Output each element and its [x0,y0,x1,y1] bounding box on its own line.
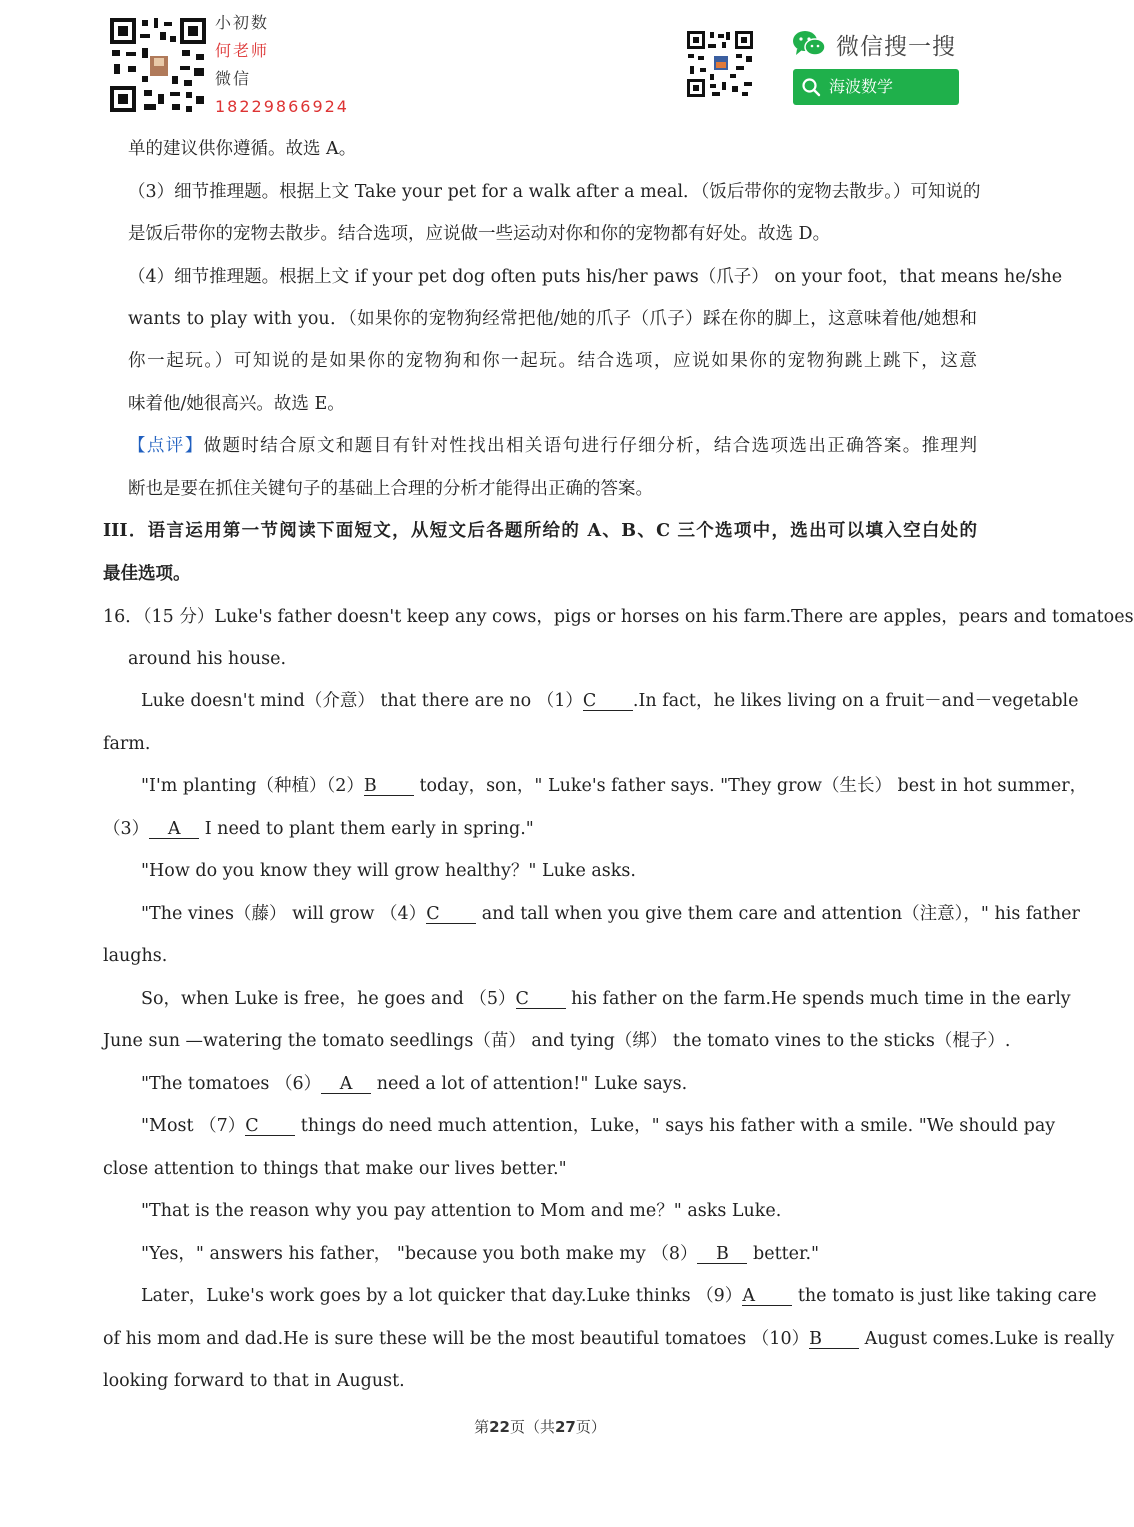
passage-text: .In fact，he likes living on a fruit－and－vegetable [632,691,1079,711]
comment-text: 做题时结合原文和题目有针对性找出相关语句进行仔细分析，结合选项选出正确答案。推理判 [203,436,977,456]
passage-text: and tall when you give them care and attention（注意），" his father [476,904,1080,924]
answer-blank-8: B [697,1245,747,1264]
passage-line [141,775,1088,797]
search-icon [801,77,821,97]
text-line: （4）细节推理题。根据上文 if your pet dog often puts his/her paws（爪子） on your foot，that means he/she [128,267,1063,287]
passage-line: looking forward to that in August. [103,1371,405,1391]
passage-line [141,903,1080,925]
page-header [0,0,1080,125]
answer-blank-1: C [583,692,633,711]
passage-text: "The tomatoes （6） [141,1074,322,1094]
passage-text: （3） [103,819,150,839]
passage-line [141,1285,1097,1307]
question-stem: around his house. [128,649,287,669]
section-heading: III．语言运用第一节阅读下面短文，从短文后各题所给的 A、B、C 三个选项中，选出可以填入空白处的 [103,521,977,541]
passage-text: of his mom and dad.He is sure these will be the most beautiful tomatoes （10） [103,1329,810,1349]
passage-text: "Yes，" answers his father， "because you both make my （8） [141,1244,698,1264]
qr-code-left [108,16,208,114]
passage-text: things do need much attention，Luke，" says his father with a smile. "We should pay [295,1116,1056,1136]
passage-line [141,690,1079,712]
passage-line [141,1243,819,1265]
question-stem: 16．（15 分）Luke's father doesn't keep any cows，pigs or horses on his farm.There are apples，pears and tomatoes [103,607,1134,627]
passage-line [103,1328,1115,1350]
text-line: （3）细节推理题。根据上文 Take your pet for a walk after a meal．（饭后带你的宠物去散步。）可知说的 [128,182,981,202]
passage-line: laughs. [103,946,168,966]
total-pages: 27 [555,1418,576,1436]
footer-text: 第 [474,1418,490,1436]
footer-text: 页（共 [509,1418,555,1436]
passage-text: his father on the farm.He spends much time in the early [565,989,1071,1009]
passage-text: I need to plant them early in spring." [199,819,534,839]
answer-blank-6: A [321,1075,371,1094]
answer-blank-10: B [809,1330,859,1349]
comment-line: 断也是要在抓住关键句子的基础上合理的分析才能得出正确的答案。 [128,479,653,499]
passage-line [141,988,1071,1010]
page-footer [0,1416,1080,1437]
search-button-label: 海波数学 [829,77,894,96]
passage-text: today，son，" Luke's father says. "They grow（生长） best in hot summer， [413,776,1088,796]
answer-blank-7: C [245,1117,295,1136]
answer-blank-3: A [149,820,199,839]
passage-text: need a lot of attention!" Luke says. [371,1074,688,1094]
contact-line: 小初数 [215,13,270,32]
answer-blank-5: C [516,990,566,1009]
passage-line: "How do you know they will grow healthy？" Luke asks. [141,861,636,881]
contact-phone: 18229866924 [215,97,349,116]
qr-code-right [686,30,754,98]
answer-blank-9: A [742,1287,792,1306]
passage-text: "The vines（藤） will grow （4） [141,904,427,924]
passage-line: June sun —watering the tomato seedlings（苗） and tying（绑） the tomato vines to the sticks（棍子）. [103,1031,1011,1051]
page-number: 22 [489,1418,510,1436]
search-button[interactable] [793,69,959,105]
passage-text: Later，Luke's work goes by a lot quicker that day.Luke thinks （9） [141,1286,743,1306]
passage-line: "That is the reason why you pay attention to Mom and me？" asks Luke. [141,1201,782,1221]
answer-blank-4: C [426,905,476,924]
section-heading: 最佳选项。 [103,564,191,584]
passage-text: the tomato is just like taking care [792,1286,1097,1306]
passage-text: So，when Luke is free，he goes and （5） [141,989,516,1009]
answer-blank-2: B [364,777,414,796]
passage-line [141,1073,687,1095]
passage-text: "I'm planting（种植）（2） [141,776,364,796]
passage-line: close attention to things that make our lives better." [103,1159,567,1179]
footer-text: 页） [575,1418,606,1436]
contact-line: 何老师 [215,41,270,60]
passage-line [103,818,534,840]
comment-label: 【点评】 [128,436,204,456]
passage-text: Luke doesn't mind（介意） that there are no （1） [141,691,583,711]
passage-text: better." [747,1244,820,1264]
comment-line [128,435,977,457]
text-line: wants to play with you．（如果你的宠物狗经常把他/她的爪子（爪子）踩在你的脚上，这意味着他/她想和 [128,309,977,329]
text-line: 你一起玩。）可知说的是如果你的宠物狗和你一起玩。结合选项，应说如果你的宠物狗跳上跳下，这意 [128,351,977,371]
text-line: 味着他/她很高兴。故选 E。 [128,394,345,414]
wechat-icon [792,30,826,58]
wechat-search-label: 微信搜一搜 [836,34,956,60]
contact-line: 微信 [215,69,252,88]
passage-line [141,1115,1056,1137]
text-line: 单的建议供你遵循。故选 A。 [128,139,357,159]
passage-text: August comes.Luke is really [859,1329,1115,1349]
teacher-contact [215,9,349,121]
text-line: 是饭后带你的宠物去散步。结合选项，应说做一些运动对你和你的宠物都有好处。故选 D。 [128,224,831,244]
passage-text: "Most （7） [141,1116,246,1136]
passage-line: farm. [103,734,151,754]
